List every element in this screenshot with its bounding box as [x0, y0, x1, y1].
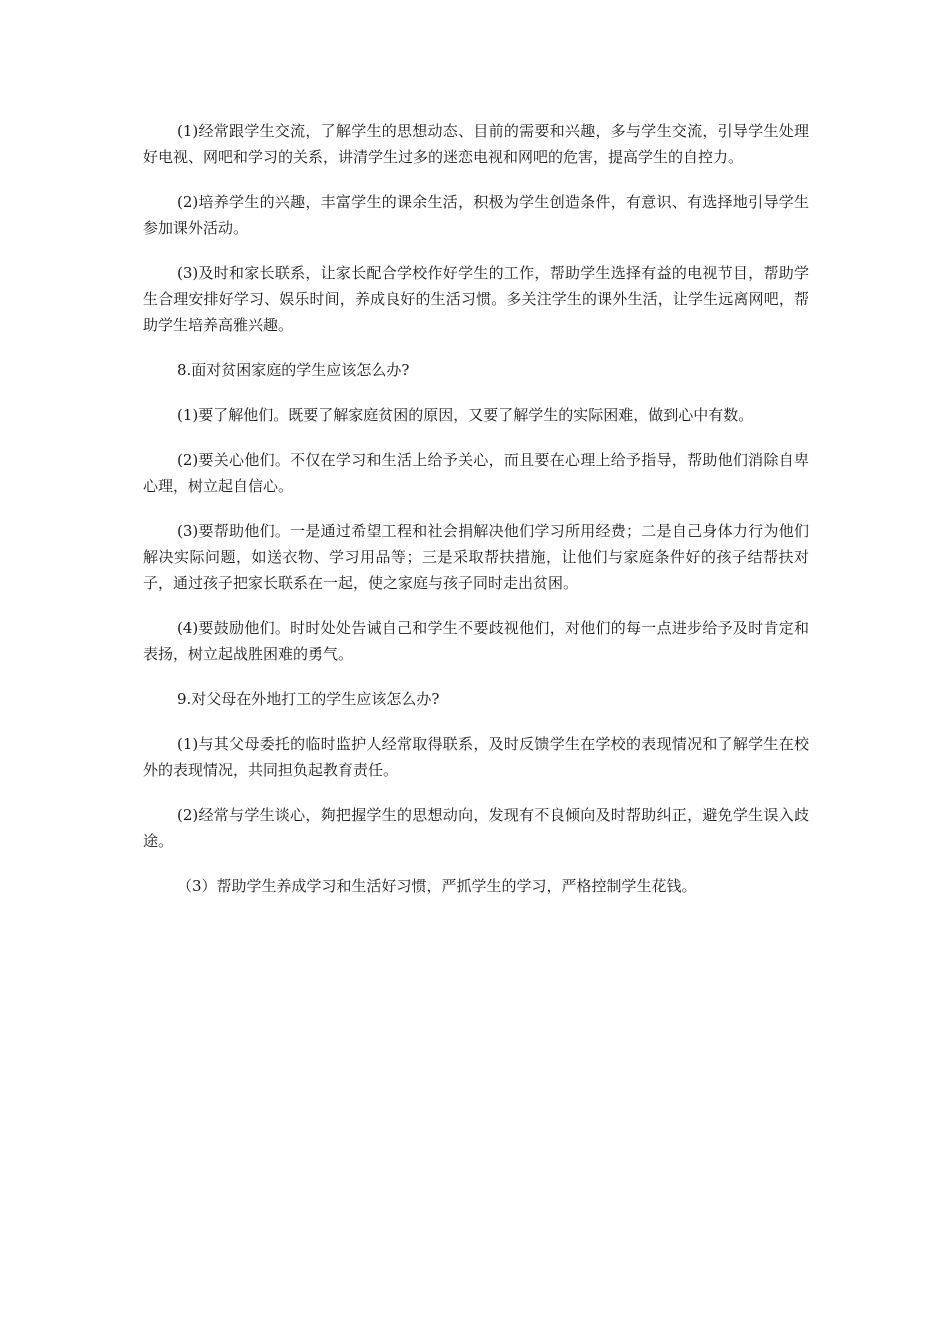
paragraph-tv-internet-3: (3)及时和家长联系，让家长配合学校作好学生的工作，帮助学生选择有益的电视节目，帮助学生合理安排好学习、娱乐时间，养成良好的生活习惯。多关注学生的课外生活，让学生远离网吧，帮助学生培养高雅兴趣。 — [143, 264, 809, 334]
question-heading-9: 9.对父母在外地打工的学生应该怎么办? — [177, 690, 440, 708]
paragraph-poverty-4: (4)要鼓励他们。时时处处告诫自己和学生不要歧视他们，对他们的每一点进步给予及时肯定和表扬，树立起战胜困难的勇气。 — [143, 619, 809, 663]
question-heading-8: 8.面对贫困家庭的学生应该怎么办? — [177, 361, 410, 379]
paragraph-tv-internet-1: (1)经常跟学生交流，了解学生的思想动态、目前的需要和兴趣，多与学生交流，引导学生处理好电视、网吧和学习的关系，讲清学生过多的迷恋电视和网吧的危害，提高学生的自控力。 — [143, 122, 809, 166]
paragraph-poverty-2: (2)要关心他们。不仅在学习和生活上给予关心，而且要在心理上给予指导，帮助他们消除自卑心理，树立起自信心。 — [143, 451, 809, 495]
paragraph-poverty-3: (3)要帮助他们。一是通过希望工程和社会捐解决他们学习所用经费；二是自己身体力行为他们解决实际问题，如送衣物、学习用品等；三是采取帮扶措施，让他们与家庭条件好的孩子结帮扶对子，通过孩子把家长联系在一起，使之家庭与孩子同时走出贫困。 — [143, 522, 809, 592]
document-body — [143, 118, 809, 918]
paragraph-tv-internet-2: (2)培养学生的兴趣，丰富学生的课余生活，积极为学生创造条件，有意识、有选择地引导学生参加课外活动。 — [143, 193, 809, 237]
paragraph-migrant-2: (2)经常与学生谈心，夠把握学生的思想动向，发现有不良倾向及时帮助纠正，避免学生误入歧途。 — [143, 806, 809, 850]
paragraph-migrant-3: （3）帮助学生养成学习和生活好习惯，严抓学生的学习，严格控制学生花钱。 — [177, 877, 697, 895]
paragraph-poverty-1: (1)要了解他们。既要了解家庭贫困的原因，又要了解学生的实际困难，做到心中有数。 — [177, 406, 754, 424]
paragraph-migrant-1: (1)与其父母委托的临时监护人经常取得联系，及时反馈学生在学校的表现情况和了解学生在校外的表现情况，共同担负起教育责任。 — [143, 735, 809, 779]
